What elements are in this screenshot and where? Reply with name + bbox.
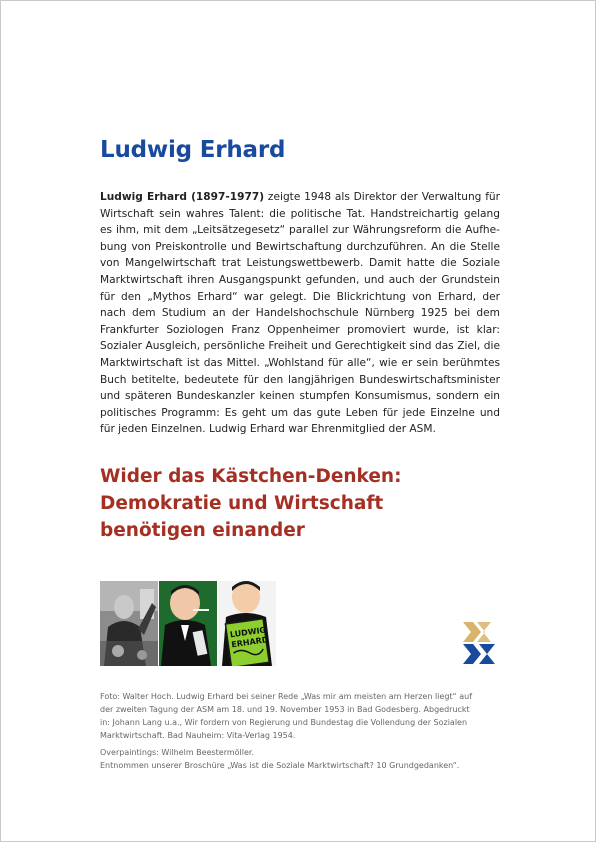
photo-strip: [100, 581, 280, 666]
book-overpainting: [218, 581, 276, 666]
body-lead-bold: Ludwig Erhard (1897-1977): [100, 191, 265, 203]
caption-line-3: in: Johann Lang u.a., Wir fordern von Regierung und Bundestag die Vollendung der Sozialen: [100, 718, 468, 727]
bw-photo: [100, 581, 158, 666]
caption-line-4: Marktwirtschaft. Bad Nauheim: Vita-Verlag 1954.: [100, 731, 296, 740]
asm-logo-icon: [461, 618, 497, 668]
caption-overpaintings: Overpaintings: Wilhelm Beestermöller.: [100, 748, 255, 757]
subtitle-line-2: Demokratie und Wirtschaft: [100, 493, 384, 514]
subtitle-line-3: benötigen einander: [100, 520, 305, 541]
caption-credit: [100, 690, 520, 742]
body-text: zeigte 1948 als Direktor der Verwaltung für Wirtschaft sein wahres Talent: die politische Tat. Handstreichartig gelang es ihm, mit dem „Leitsätzegesetz“ parallel zur Währungsreform die Aufhebung von Preiskontrolle und Bewirtschaftung durchzuführen. An die Stelle von Mangelwirtschaft trat Leistungswettbewerb. Damit hatte die Soziale Marktwirtschaft ihren Ausgangspunkt gefunden, und auch der Grundstein für den „Mythos Erhard“ war gelegt. Die Blickrichtung von Erhard, der nach dem Studium an der Handelshochschule Nürnberg 1925 bei dem Frankfurter Soziologen Franz Oppenheimer promoviert wurde, ist klar: Sozialer Ausgleich, persönliche Freiheit und Gerechtigkeit sind das Ziel, die Marktwirtschaft ist das Mittel. „Wohlstand für alle“, wie er sein berühmtes Buch betitelte, bedeutete für den langjährigen Bundeswirtschaftsminister und späteren Bundeskanzler keinen stumpfen Konsumismus, sondern ein politisches Programm: Es geht um das gute Leben für jede Einzelne und für jeden Einzelnen. Ludwig Erhard war Ehrenmitglied der ASM.: [100, 191, 500, 436]
caption-notes: [100, 746, 520, 772]
caption-line-1: Foto: Walter Hoch. Ludwig Erhard bei seiner Rede „Was mir am meisten am Herzen liegt“ auf: [100, 692, 473, 701]
body-paragraph: [100, 189, 500, 438]
green-overpainting: [159, 581, 217, 666]
photo-caption: [100, 690, 520, 776]
caption-line-2: der zweiten Tagung der ASM am 18. und 19. November 1953 in Bad Godesberg. Abgedruckt: [100, 705, 470, 714]
book-title-bottom: ERHARD: [230, 635, 269, 650]
subtitle-line-1: Wider das Kästchen-Denken:: [100, 466, 402, 487]
page-title: Ludwig Erhard: [100, 137, 286, 163]
caption-source: Entnommen unserer Broschüre „Was ist die Soziale Marktwirtschaft? 10 Grundgedanken“.: [100, 761, 460, 770]
book-title-top: LUDWIG: [229, 625, 267, 640]
section-subtitle: [100, 463, 520, 544]
